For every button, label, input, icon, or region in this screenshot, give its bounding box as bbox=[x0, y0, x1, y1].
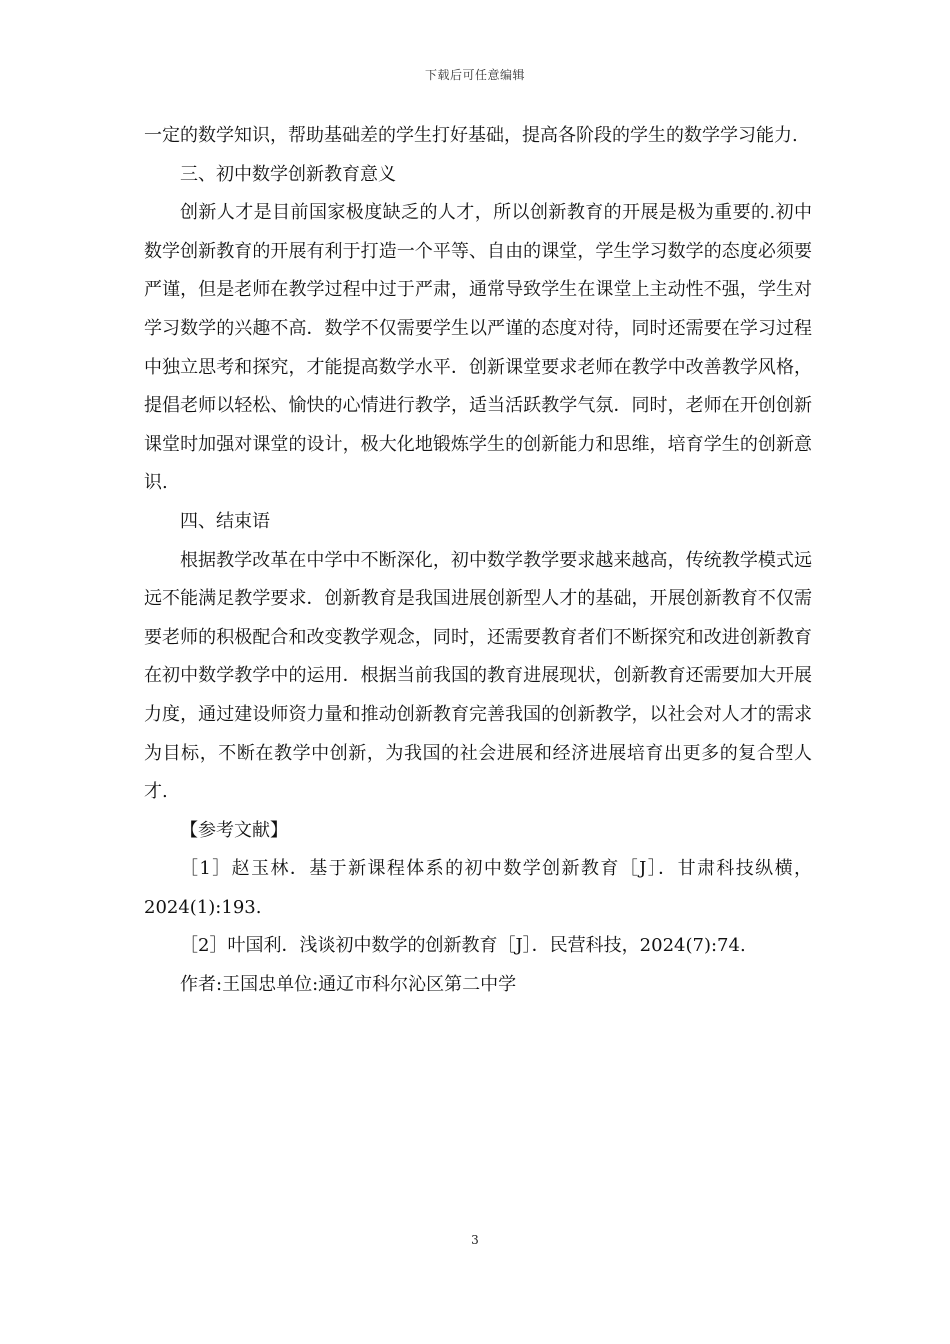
page-header: 下载后可任意编辑 bbox=[424, 68, 525, 82]
section-paragraph-4: 根据教学改革在中学中不断深化，初中数学教学要求越来越高，传统教学模式远远不能满足教学要求．创新教育是我国进展创新型人才的基础，开展创新教育不仅需要老师的积极配合和改变教学观念，同时，还需要教育者们不断探究和改进创新教育在初中数学教学中的运用．根据当前我国的教育进展现状，创新教育还需要加大开展力度，通过建设师资力量和推动创新教育完善我国的创新教学，以社会对人才的需求为目标，不断在教学中创新，为我国的社会进展和经济进展培育出更多的复合型人才. bbox=[144, 549, 812, 803]
references-heading: 【参考文献】 bbox=[180, 819, 288, 841]
section-heading-4: 四、结束语 bbox=[180, 510, 270, 532]
page-number: 3 bbox=[471, 1233, 479, 1247]
author-line: 作者:王国忠单位:通辽市科尔沁区第二中学 bbox=[180, 974, 517, 996]
continuation-paragraph: 一定的数学知识，帮助基础差的学生打好基础，提高各阶段的学生的数学学习能力. bbox=[144, 125, 798, 146]
reference-item-1: ［1］赵玉林．基于新课程体系的初中数学创新教育［J］．甘肃科技纵横，2024(1):193. bbox=[144, 858, 812, 918]
section-heading-3: 三、初中数学创新教育意义 bbox=[180, 163, 396, 185]
document-body bbox=[144, 117, 812, 1005]
reference-item-2: ［2］叶国利．浅谈初中数学的创新教育［J］．民营科技，2024(7):74. bbox=[180, 935, 746, 957]
section-paragraph-3: 创新人才是目前国家极度缺乏的人才，所以创新教育的开展是极为重要的.初中数学创新教育的开展有利于打造一个平等、自由的课堂，学生学习数学的态度必须要严谨，但是老师在教学过程中过于严肃，通常导致学生在课堂上主动性不强，学生对学习数学的兴趣不高．数学不仅需要学生以严谨的态度对待，同时还需要在学习过程中独立思考和探究，才能提高数学水平．创新课堂要求老师在教学中改善教学风格，提倡老师以轻松、愉快的心情进行教学，适当活跃教学气氛．同时，老师在开创创新课堂时加强对课堂的设计，极大化地锻炼学生的创新能力和思维，培育学生的创新意识. bbox=[144, 202, 812, 494]
